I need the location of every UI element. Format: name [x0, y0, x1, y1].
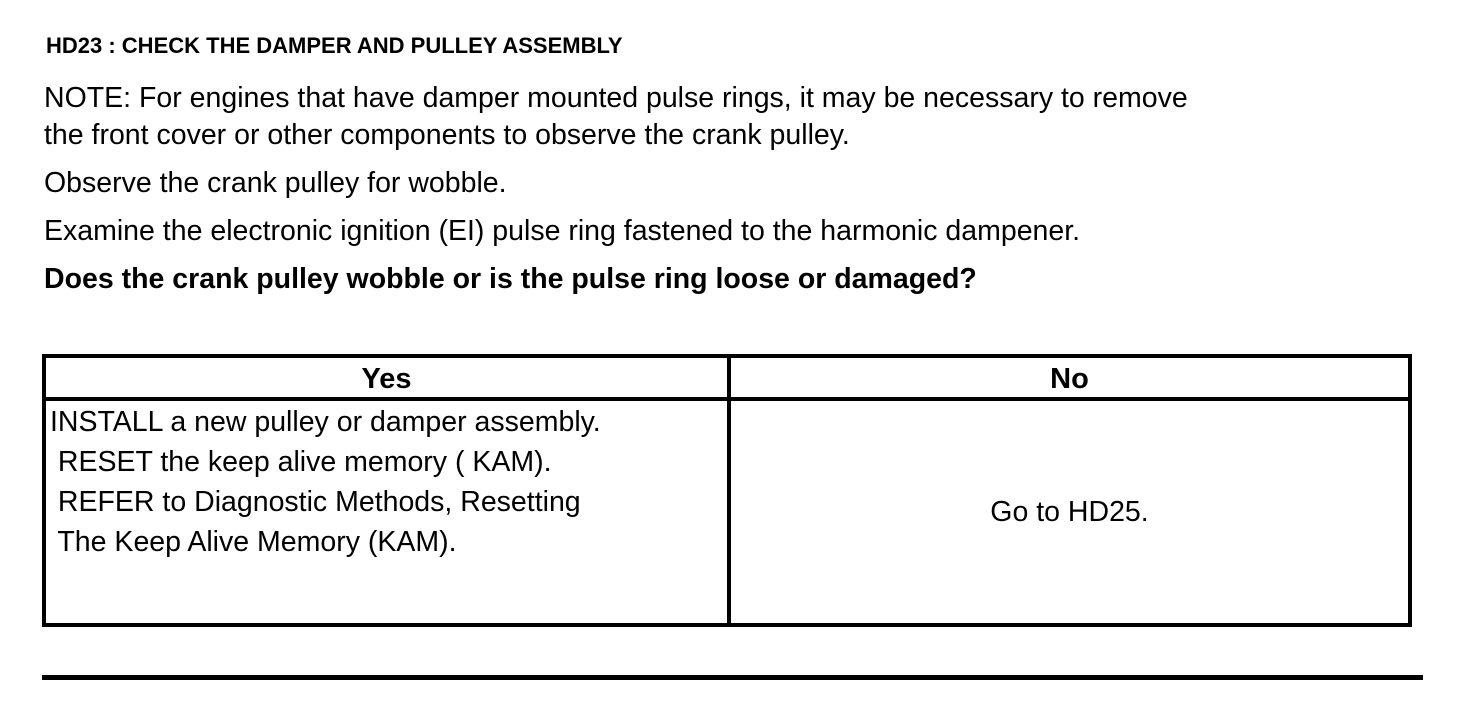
no-action-cell — [731, 401, 1408, 623]
no-action-text: Go to HD25. — [990, 495, 1149, 528]
yes-action-line: RESET the keep alive memory ( KAM). — [50, 446, 552, 478]
note-line: the front cover or other components to observe the crank pulley. — [44, 119, 850, 151]
yes-action-line: INSTALL a new pulley or damper assembly. — [50, 406, 601, 438]
bottom-divider — [42, 675, 1423, 680]
yes-action-cell — [50, 402, 720, 562]
observe-instruction: Observe the crank pulley for wobble. — [44, 167, 507, 199]
no-column-header: No — [1050, 363, 1089, 395]
diagnostic-question: Does the crank pulley wobble or is the pulse ring loose or damaged? — [44, 263, 977, 295]
yes-action-line: REFER to Diagnostic Methods, Resetting — [50, 486, 581, 518]
examine-instruction: Examine the electronic ignition (EI) pulse ring fastened to the harmonic dampener. — [44, 215, 1081, 247]
note-paragraph — [44, 80, 1188, 154]
yes-column-header: Yes — [361, 363, 412, 395]
yes-action-line: The Keep Alive Memory (KAM). — [50, 526, 457, 558]
yes-no-table — [42, 354, 1412, 627]
note-line: NOTE: For engines that have damper mounted pulse rings, it may be necessary to remove — [44, 82, 1188, 114]
step-heading: HD23 : CHECK THE DAMPER AND PULLEY ASSEMBLY — [46, 33, 623, 58]
